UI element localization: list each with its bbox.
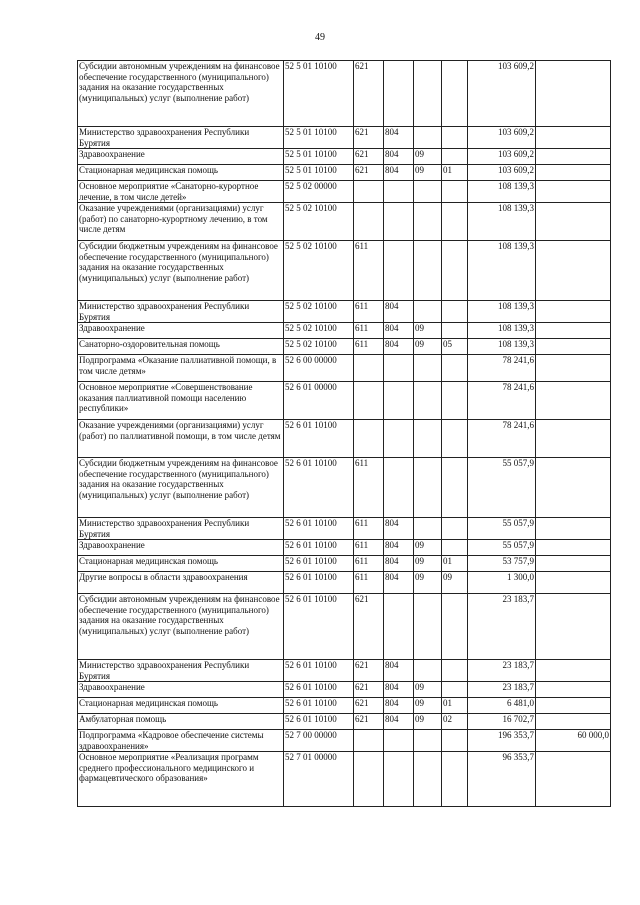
row-section-cell: 09 [414, 714, 442, 730]
row-extra-amount-cell [536, 241, 611, 301]
table-row [78, 165, 611, 181]
table-row [78, 241, 611, 301]
row-ministry-cell: 804 [384, 518, 414, 540]
row-extra-amount-cell [536, 714, 611, 730]
row-ministry-cell [384, 420, 414, 458]
table-row [78, 458, 611, 518]
row-amount-cell: 96 353,7 [468, 752, 536, 807]
row-amount-cell: 6 481,0 [468, 698, 536, 714]
row-section-cell: 09 [414, 149, 442, 165]
row-code-cell: 52 5 01 10100 [284, 61, 354, 127]
table-row [78, 556, 611, 572]
row-ministry-cell: 804 [384, 540, 414, 556]
row-name-cell: Стационарная медицинская помощь [78, 698, 284, 714]
row-subsection-cell [442, 149, 468, 165]
row-extra-amount-cell [536, 594, 611, 660]
row-section-cell [414, 241, 442, 301]
row-ministry-cell: 804 [384, 698, 414, 714]
row-ministry-cell: 804 [384, 323, 414, 339]
row-code-cell: 52 7 01 00000 [284, 752, 354, 807]
row-extra-amount-cell [536, 382, 611, 420]
row-subsection-cell [442, 301, 468, 323]
row-name-cell: Субсидии бюджетным учреждениям на финансовое обеспечение государственного (муниципального) задания на оказание государственных (муниципальных) услуг (выполнение работ) [78, 241, 284, 301]
row-code-cell: 52 5 02 10100 [284, 203, 354, 241]
row-ministry-cell: 804 [384, 165, 414, 181]
row-code-cell: 52 6 01 10100 [284, 682, 354, 698]
row-expense-type-cell [354, 181, 384, 203]
row-extra-amount-cell [536, 572, 611, 594]
row-section-cell [414, 382, 442, 420]
row-section-cell: 09 [414, 572, 442, 594]
row-code-cell: 52 6 01 10100 [284, 420, 354, 458]
table-row [78, 660, 611, 682]
row-name-cell: Амбулаторная помощь [78, 714, 284, 730]
row-amount-cell: 23 183,7 [468, 660, 536, 682]
row-name-cell: Основное мероприятие «Совершенствование оказания паллиативной помощи населению республики» [78, 382, 284, 420]
row-amount-cell: 108 139,3 [468, 203, 536, 241]
table-row [78, 714, 611, 730]
row-subsection-cell [442, 518, 468, 540]
row-amount-cell: 103 609,2 [468, 149, 536, 165]
row-subsection-cell [442, 61, 468, 127]
row-section-cell [414, 203, 442, 241]
row-name-cell: Стационарная медицинская помощь [78, 556, 284, 572]
row-name-cell: Стационарная медицинская помощь [78, 165, 284, 181]
row-extra-amount-cell [536, 127, 611, 149]
row-amount-cell: 55 057,9 [468, 518, 536, 540]
row-ministry-cell [384, 181, 414, 203]
row-extra-amount-cell [536, 301, 611, 323]
row-name-cell: Министерство здравоохранения Республики Бурятия [78, 518, 284, 540]
row-code-cell: 52 6 00 00000 [284, 355, 354, 382]
table-row [78, 203, 611, 241]
row-amount-cell: 108 139,3 [468, 339, 536, 355]
row-subsection-cell: 09 [442, 572, 468, 594]
row-ministry-cell [384, 382, 414, 420]
row-code-cell: 52 5 01 10100 [284, 165, 354, 181]
row-expense-type-cell: 611 [354, 339, 384, 355]
row-code-cell: 52 6 01 10100 [284, 572, 354, 594]
row-ministry-cell: 804 [384, 339, 414, 355]
row-expense-type-cell [354, 203, 384, 241]
row-extra-amount-cell [536, 181, 611, 203]
row-section-cell [414, 518, 442, 540]
row-section-cell: 09 [414, 339, 442, 355]
row-amount-cell: 103 609,2 [468, 165, 536, 181]
row-section-cell [414, 730, 442, 752]
row-section-cell [414, 594, 442, 660]
row-code-cell: 52 5 02 10100 [284, 241, 354, 301]
row-name-cell: Здравоохранение [78, 323, 284, 339]
row-subsection-cell [442, 323, 468, 339]
row-name-cell: Подпрограмма «Оказание паллиативной помощи, в том числе детям» [78, 355, 284, 382]
row-code-cell: 52 5 01 10100 [284, 149, 354, 165]
row-subsection-cell: 01 [442, 556, 468, 572]
row-section-cell [414, 752, 442, 807]
page-number: 49 [315, 32, 325, 43]
row-ministry-cell [384, 241, 414, 301]
row-expense-type-cell: 611 [354, 241, 384, 301]
row-name-cell: Субсидии бюджетным учреждениям на финансовое обеспечение государственного (муниципального) задания на оказание государственных (муниципальных) услуг (выполнение работ) [78, 458, 284, 518]
row-extra-amount-cell [536, 165, 611, 181]
row-subsection-cell [442, 241, 468, 301]
table-row [78, 355, 611, 382]
table-row [78, 540, 611, 556]
row-expense-type-cell [354, 420, 384, 458]
row-extra-amount-cell [536, 540, 611, 556]
row-section-cell [414, 301, 442, 323]
row-expense-type-cell: 621 [354, 594, 384, 660]
row-name-cell: Основное мероприятие «Санаторно-курортное лечение, в том числе детей» [78, 181, 284, 203]
row-extra-amount-cell [536, 323, 611, 339]
row-name-cell: Здравоохранение [78, 540, 284, 556]
row-expense-type-cell: 611 [354, 323, 384, 339]
row-amount-cell: 108 139,3 [468, 241, 536, 301]
row-section-cell [414, 458, 442, 518]
row-name-cell: Здравоохранение [78, 682, 284, 698]
table-row [78, 61, 611, 127]
row-expense-type-cell [354, 730, 384, 752]
row-subsection-cell [442, 127, 468, 149]
row-expense-type-cell: 621 [354, 660, 384, 682]
row-ministry-cell: 804 [384, 556, 414, 572]
row-expense-type-cell: 621 [354, 165, 384, 181]
row-expense-type-cell: 611 [354, 540, 384, 556]
row-ministry-cell: 804 [384, 714, 414, 730]
row-amount-cell: 196 353,7 [468, 730, 536, 752]
row-section-cell: 09 [414, 540, 442, 556]
row-section-cell: 09 [414, 165, 442, 181]
row-section-cell [414, 420, 442, 458]
row-amount-cell: 23 183,7 [468, 594, 536, 660]
row-expense-type-cell: 611 [354, 458, 384, 518]
row-expense-type-cell: 621 [354, 61, 384, 127]
row-expense-type-cell [354, 752, 384, 807]
row-extra-amount-cell [536, 556, 611, 572]
row-subsection-cell [442, 540, 468, 556]
budget-table [77, 60, 611, 807]
row-extra-amount-cell [536, 458, 611, 518]
row-code-cell: 52 7 00 00000 [284, 730, 354, 752]
table-row [78, 518, 611, 540]
row-subsection-cell [442, 458, 468, 518]
row-extra-amount-cell [536, 203, 611, 241]
table-row [78, 382, 611, 420]
row-subsection-cell: 02 [442, 714, 468, 730]
row-ministry-cell [384, 203, 414, 241]
row-code-cell: 52 6 01 00000 [284, 382, 354, 420]
row-section-cell: 09 [414, 682, 442, 698]
row-extra-amount-cell [536, 420, 611, 458]
row-extra-amount-cell [536, 698, 611, 714]
row-expense-type-cell: 611 [354, 301, 384, 323]
row-code-cell: 52 5 01 10100 [284, 127, 354, 149]
row-subsection-cell [442, 594, 468, 660]
row-name-cell: Другие вопросы в области здравоохранения [78, 572, 284, 594]
row-name-cell: Субсидии автономным учреждениям на финансовое обеспечение государственного (муниципального) задания на оказание государственных (муниципальных) услуг (выполнение работ) [78, 594, 284, 660]
row-name-cell: Оказание учреждениями (организациями) услуг (работ) по паллиативной помощи, в том числе детям [78, 420, 284, 458]
row-section-cell: 09 [414, 556, 442, 572]
row-section-cell [414, 181, 442, 203]
row-subsection-cell: 05 [442, 339, 468, 355]
table-row [78, 149, 611, 165]
row-code-cell: 52 5 02 10100 [284, 301, 354, 323]
table-row [78, 181, 611, 203]
row-amount-cell: 16 702,7 [468, 714, 536, 730]
row-code-cell: 52 6 01 10100 [284, 540, 354, 556]
row-extra-amount-cell [536, 682, 611, 698]
row-code-cell: 52 6 01 10100 [284, 698, 354, 714]
row-name-cell: Министерство здравоохранения Республики Бурятия [78, 301, 284, 323]
row-amount-cell: 108 139,3 [468, 301, 536, 323]
table-row [78, 127, 611, 149]
row-name-cell: Министерство здравоохранения Республики Бурятия [78, 127, 284, 149]
table-body [78, 61, 611, 807]
row-code-cell: 52 6 01 10100 [284, 714, 354, 730]
row-expense-type-cell: 611 [354, 518, 384, 540]
row-expense-type-cell: 621 [354, 714, 384, 730]
row-subsection-cell [442, 420, 468, 458]
row-subsection-cell: 01 [442, 165, 468, 181]
row-amount-cell: 78 241,6 [468, 382, 536, 420]
row-code-cell: 52 6 01 10100 [284, 556, 354, 572]
row-expense-type-cell [354, 382, 384, 420]
row-amount-cell: 23 183,7 [468, 682, 536, 698]
row-ministry-cell [384, 458, 414, 518]
table-row [78, 594, 611, 660]
row-expense-type-cell: 611 [354, 556, 384, 572]
row-expense-type-cell: 611 [354, 572, 384, 594]
row-amount-cell: 108 139,3 [468, 323, 536, 339]
row-amount-cell: 1 300,0 [468, 572, 536, 594]
row-code-cell: 52 5 02 10100 [284, 323, 354, 339]
row-extra-amount-cell [536, 61, 611, 127]
row-extra-amount-cell [536, 149, 611, 165]
row-ministry-cell: 804 [384, 682, 414, 698]
row-name-cell: Здравоохранение [78, 149, 284, 165]
row-name-cell: Основное мероприятие «Реализация программ среднего профессионального медицинского и фармацевтического образования» [78, 752, 284, 807]
row-code-cell: 52 6 01 10100 [284, 458, 354, 518]
row-expense-type-cell: 621 [354, 127, 384, 149]
row-ministry-cell [384, 730, 414, 752]
table-row [78, 323, 611, 339]
table-row [78, 698, 611, 714]
row-name-cell: Субсидии автономным учреждениям на финансовое обеспечение государственного (муниципального) задания на оказание государственных (муниципальных) услуг (выполнение работ) [78, 61, 284, 127]
row-code-cell: 52 6 01 10100 [284, 594, 354, 660]
row-amount-cell: 108 139,3 [468, 181, 536, 203]
row-extra-amount-cell [536, 752, 611, 807]
row-amount-cell: 55 057,9 [468, 540, 536, 556]
row-subsection-cell [442, 752, 468, 807]
row-ministry-cell [384, 752, 414, 807]
row-name-cell: Санаторно-оздоровительная помощь [78, 339, 284, 355]
row-name-cell: Оказание учреждениями (организациями) услуг (работ) по санаторно-курортному лечению, в том числе детям [78, 203, 284, 241]
table-row [78, 572, 611, 594]
row-subsection-cell [442, 382, 468, 420]
row-name-cell: Подпрограмма «Кадровое обеспечение системы здравоохранения» [78, 730, 284, 752]
row-amount-cell: 55 057,9 [468, 458, 536, 518]
row-code-cell: 52 6 01 10100 [284, 518, 354, 540]
row-subsection-cell [442, 355, 468, 382]
row-subsection-cell [442, 682, 468, 698]
row-extra-amount-cell [536, 355, 611, 382]
row-ministry-cell: 804 [384, 127, 414, 149]
table-row [78, 301, 611, 323]
row-ministry-cell [384, 594, 414, 660]
row-ministry-cell: 804 [384, 149, 414, 165]
table-row [78, 420, 611, 458]
row-amount-cell: 103 609,2 [468, 127, 536, 149]
row-ministry-cell [384, 61, 414, 127]
row-amount-cell: 78 241,6 [468, 355, 536, 382]
row-ministry-cell: 804 [384, 572, 414, 594]
row-extra-amount-cell [536, 339, 611, 355]
row-section-cell [414, 355, 442, 382]
table-row [78, 682, 611, 698]
row-expense-type-cell: 621 [354, 149, 384, 165]
row-amount-cell: 53 757,9 [468, 556, 536, 572]
row-amount-cell: 103 609,2 [468, 61, 536, 127]
row-section-cell: 09 [414, 698, 442, 714]
row-name-cell: Министерство здравоохранения Республики Бурятия [78, 660, 284, 682]
row-subsection-cell [442, 181, 468, 203]
row-ministry-cell: 804 [384, 301, 414, 323]
row-code-cell: 52 5 02 10100 [284, 339, 354, 355]
row-amount-cell: 78 241,6 [468, 420, 536, 458]
row-extra-amount-cell: 60 000,0 [536, 730, 611, 752]
row-subsection-cell [442, 660, 468, 682]
row-ministry-cell: 804 [384, 660, 414, 682]
table-row [78, 752, 611, 807]
row-section-cell [414, 127, 442, 149]
row-section-cell: 09 [414, 323, 442, 339]
row-code-cell: 52 6 01 10100 [284, 660, 354, 682]
row-subsection-cell [442, 203, 468, 241]
row-section-cell [414, 61, 442, 127]
row-section-cell [414, 660, 442, 682]
row-code-cell: 52 5 02 00000 [284, 181, 354, 203]
row-extra-amount-cell [536, 660, 611, 682]
table-row [78, 730, 611, 752]
row-expense-type-cell: 621 [354, 682, 384, 698]
row-subsection-cell [442, 730, 468, 752]
row-subsection-cell: 01 [442, 698, 468, 714]
row-expense-type-cell [354, 355, 384, 382]
row-ministry-cell [384, 355, 414, 382]
table-row [78, 339, 611, 355]
row-expense-type-cell: 621 [354, 698, 384, 714]
row-extra-amount-cell [536, 518, 611, 540]
